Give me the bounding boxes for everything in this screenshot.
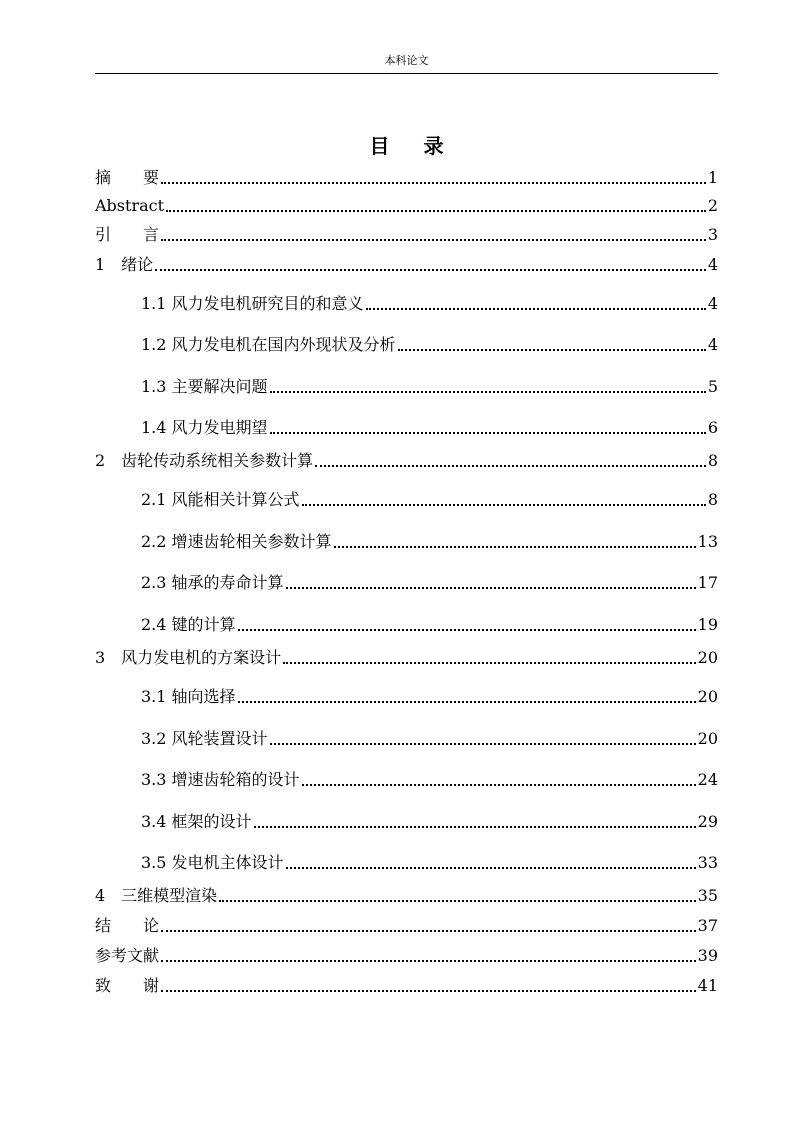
toc-entry-label: 引 言 [95,225,160,244]
toc-entry[interactable] [95,884,718,906]
toc-leader-dots [270,391,706,393]
toc-entry[interactable] [141,810,718,832]
toc-entry-page: 13 [697,532,718,551]
toc-entry-label: 结 论 [95,916,160,935]
toc-entry[interactable] [95,166,718,188]
toc-entry-page: 8 [707,451,718,470]
toc-leader-dots [366,308,706,310]
toc-leader-dots [155,269,706,271]
toc-leader-dots [286,587,696,589]
toc-entry-label: 3.1 轴向选择 [141,687,236,706]
toc-entry-label: 3.4 框架的设计 [141,812,252,831]
toc-entry-page: 29 [697,812,718,831]
toc-entry-page: 4 [707,294,718,313]
toc-entry[interactable] [141,530,718,552]
toc-entry[interactable] [141,727,718,749]
toc-leader-dots [161,960,696,962]
toc-entry-label: 参考文献 [95,946,160,965]
toc-leader-dots [270,743,696,745]
toc-entry[interactable] [141,571,718,593]
running-header: 本科论文 [384,54,429,67]
toc-leader-dots [302,784,696,786]
title-char-right: 录 [423,134,444,158]
toc-entry-label: 1.2 风力发电机在国内外现状及分析 [141,335,396,354]
toc-entry-page: 6 [707,418,718,437]
toc-entry-page: 41 [697,976,718,995]
toc-entry-label: 1.3 主要解决问题 [141,377,268,396]
toc-entry-label: 2 齿轮传动系统相关参数计算 [95,451,314,470]
toc-entry-label: 3.5 发电机主体设计 [141,853,284,872]
toc-entry-page: 20 [697,729,718,748]
toc-entry-label: 2.1 风能相关计算公式 [141,490,300,509]
toc-entry-page: 20 [697,687,718,706]
toc-entry[interactable] [141,416,718,438]
toc-entry-label: 1 绪论 [95,255,154,274]
toc-leader-dots [161,990,696,992]
toc-entry-page: 8 [707,490,718,509]
toc-entry-page: 5 [707,377,718,396]
toc-leader-dots [161,182,706,184]
toc-entry-page: 4 [707,335,718,354]
toc-entry-label: Abstract [95,196,165,215]
toc-entry[interactable] [95,944,718,966]
toc-entry-label: 2.2 增速齿轮相关参数计算 [141,532,332,551]
toc-leader-dots [398,349,706,351]
toc-leader-dots [166,210,706,212]
toc-leader-dots [238,629,696,631]
toc-entry-page: 19 [697,615,718,634]
toc-entry-page: 3 [707,225,718,244]
toc-leader-dots [315,465,706,467]
toc-entry-page: 20 [697,648,718,667]
toc-entry-label: 4 三维模型渲染 [95,886,218,905]
toc-entry[interactable] [141,292,718,314]
toc-entry-page: 2 [707,196,718,215]
title-char-left: 目 [369,134,390,158]
toc-entry[interactable] [95,646,718,668]
toc-entry-label: 3 风力发电机的方案设计 [95,648,282,667]
toc-entry-page: 33 [697,853,718,872]
toc-entry[interactable] [95,914,718,936]
toc-entry[interactable] [95,253,718,275]
page-title [95,130,718,159]
toc-entry-page: 39 [697,946,718,965]
toc-entry[interactable] [95,974,718,996]
toc-leader-dots [219,900,695,902]
toc-entry-label: 3.3 增速齿轮箱的设计 [141,770,300,789]
toc-entry-page: 24 [697,770,718,789]
toc-entry[interactable] [141,685,718,707]
toc-leader-dots [254,826,696,828]
toc-leader-dots [270,432,706,434]
toc-entry-label: 致 谢 [95,976,160,995]
toc-entry-label: 3.2 风轮装置设计 [141,729,268,748]
header-rule [95,73,718,74]
toc-leader-dots [238,701,696,703]
toc-entry-label: 1.1 风力发电机研究目的和意义 [141,294,364,313]
toc-entry-page: 1 [707,168,718,187]
toc-entry[interactable] [141,613,718,635]
toc-entry[interactable] [95,223,718,245]
toc-entry[interactable] [95,449,718,471]
toc-entry-label: 2.3 轴承的寿命计算 [141,573,284,592]
toc-entry-page: 17 [697,573,718,592]
toc-entry[interactable] [141,851,718,873]
toc-leader-dots [283,662,695,664]
toc-entry[interactable] [141,488,718,510]
toc-entry[interactable] [141,768,718,790]
toc-leader-dots [302,504,706,506]
toc-entry[interactable] [95,194,718,216]
toc-entry-label: 2.4 键的计算 [141,615,236,634]
toc-leader-dots [286,867,696,869]
toc-leader-dots [161,930,696,932]
toc-entry[interactable] [141,375,718,397]
toc-entry-page: 4 [707,255,718,274]
toc-leader-dots [161,239,706,241]
toc-entry-page: 37 [697,916,718,935]
toc-entry-label: 1.4 风力发电期望 [141,418,268,437]
toc-leader-dots [334,546,696,548]
toc-entry[interactable] [141,333,718,355]
toc-entry-label: 摘 要 [95,168,160,187]
toc-entry-page: 35 [697,886,718,905]
